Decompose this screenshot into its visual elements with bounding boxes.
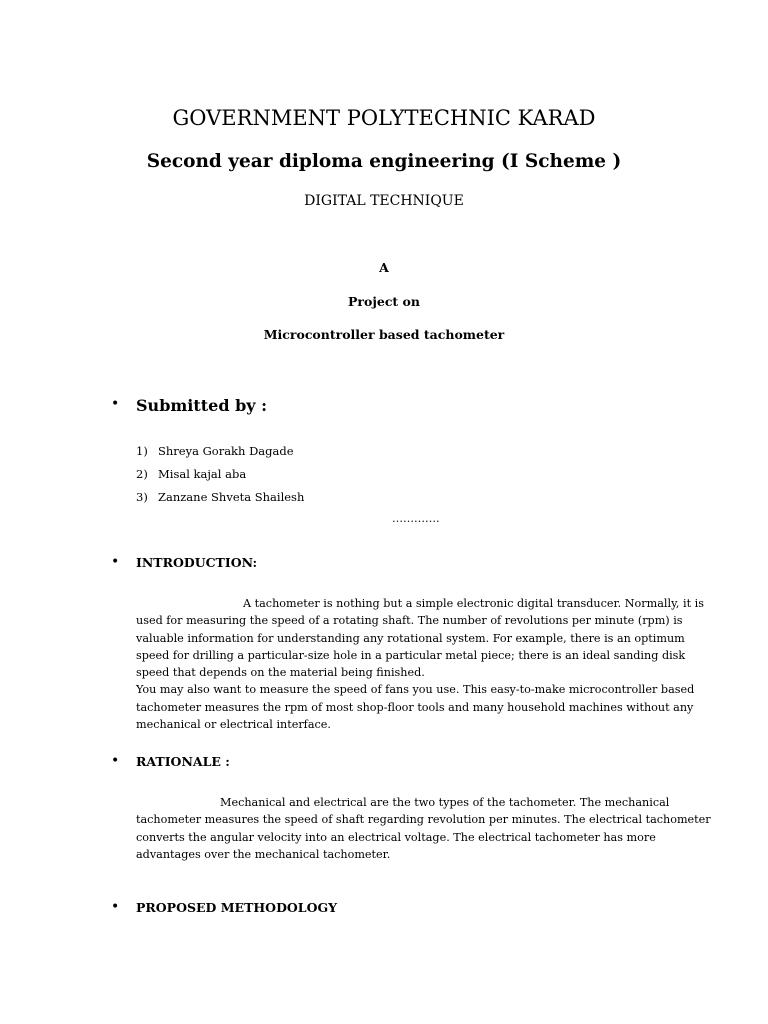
member-name: Misal kajal aba: [158, 467, 247, 481]
submitted-heading: Submitted by :: [136, 396, 268, 415]
text-line: A tachometer is nothing but a simple electronic digital transducer. Normally, it is: [243, 597, 704, 610]
text-line: Mechanical and electrical are the two types of the tachometer. The mechanical: [220, 796, 670, 809]
bullet-icon: •: [111, 899, 120, 915]
member-name: Shreya Gorakh Dagade: [158, 444, 294, 458]
rationale-paragraph: [136, 794, 711, 863]
text-line: tachometer measures the speed of shaft regarding revolution per minutes. The electrical tachometer: [136, 813, 711, 827]
methodology-heading: PROPOSED METHODOLOGY: [136, 900, 338, 915]
project-on: Project on: [348, 294, 420, 309]
bullet-icon: •: [111, 753, 120, 769]
text-line: You may also want to measure the speed of fans you use. This easy-to-make microcontroller based: [136, 683, 695, 697]
institute-title: GOVERNMENT POLYTECHNIC KARAD: [172, 106, 596, 130]
introduction-heading: INTRODUCTION:: [136, 555, 258, 570]
list-number: 3): [136, 490, 148, 504]
rationale-heading: RATIONALE :: [136, 754, 230, 769]
text-line: speed for drilling a particular-size hole in a particular metal piece; there is an ideal sanding disk: [136, 648, 686, 662]
list-number: 2): [136, 467, 148, 481]
text-line: tachometer measures the rpm of most shop-floor tools and many household machines without any: [136, 700, 694, 714]
text-line: speed that depends on the material being finished.: [136, 666, 425, 680]
text-line: used for measuring the speed of a rotating shaft. The number of revolutions per minute (rpm) is: [136, 614, 683, 628]
introduction-paragraph: [136, 595, 704, 733]
article-a: A: [379, 260, 389, 275]
text-line: advantages over the mechanical tachometer.: [136, 847, 391, 861]
subject-title: DIGITAL TECHNIQUE: [304, 193, 464, 209]
member-name: Zanzane Shveta Shailesh: [158, 490, 305, 504]
text-line: valuable information for understanding any rotational system. For example, there is an optimum: [136, 631, 685, 645]
bullet-icon: •: [111, 396, 120, 412]
bullet-icon: •: [111, 554, 120, 570]
text-line: converts the angular velocity into an electrical voltage. The electrical tachometer has more: [136, 830, 656, 844]
project-title: Microcontroller based tachometer: [263, 327, 505, 342]
list-number: 1): [136, 444, 148, 458]
course-title: Second year diploma engineering (I Scheme ): [146, 151, 622, 172]
text-line: mechanical or electrical interface.: [136, 718, 331, 732]
separator-dots: ………….: [392, 512, 440, 525]
